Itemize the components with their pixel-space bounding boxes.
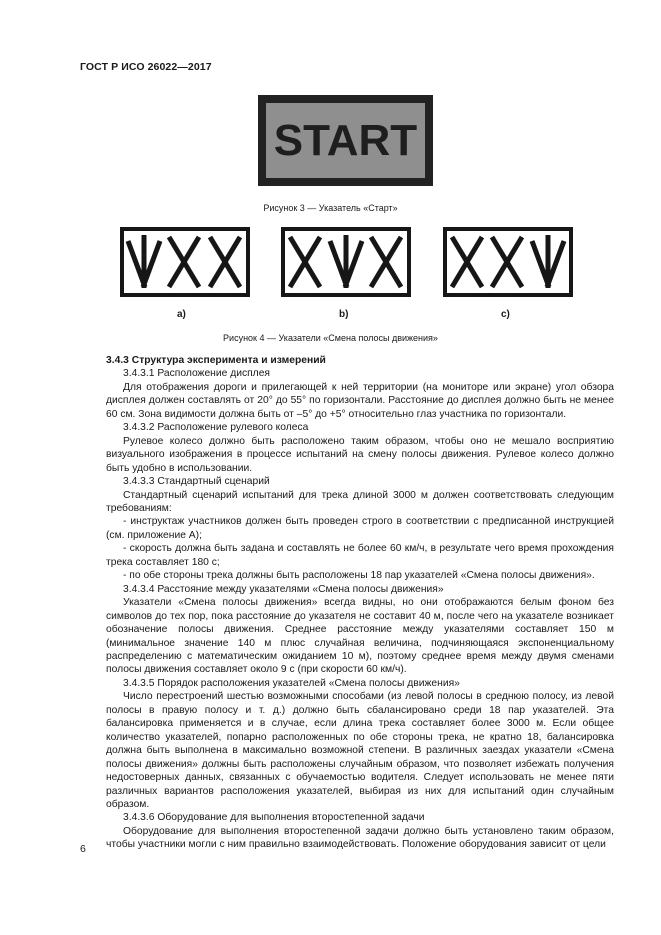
- list-item: - скорость должна быть задана и составлять не более 60 км/ч, в результате чего время прохождения трека составляет 180 с;: [106, 543, 614, 568]
- page-number: 6: [80, 843, 86, 855]
- arrow-down-icon: [330, 235, 362, 288]
- x-icon: [452, 237, 482, 287]
- lane-sign-c: [443, 227, 573, 297]
- lane-sign-b-symbols: [285, 231, 407, 293]
- paragraph: Указатели «Смена полосы движения» всегда видны, но они отображаются белым фоном без символов до тех пор, пока расстояние до указателя не составит 40 м, после чего на указателе возникает обозначение полосы движения. Среднее расстояние между указателями составляет 150 м (минимальное значение 140 м плюс случайная величина, подчиняющаяся экспоненциальному распределению с математическим ожиданием 10 м), поэтому среднее время между двумя сменами полосы движения составляет около 9 с (при скорости 60 км/ч).: [106, 597, 614, 676]
- lane-sign-c-face: [447, 231, 569, 293]
- arrow-down-icon: [532, 235, 564, 288]
- body-text: [106, 354, 614, 852]
- paragraph: Рулевое колесо должно быть расположено таким образом, чтобы оно не мешало восприятию визуального изображения в процессе испытаний на смену полосы движения. Рулевое колесо должно быть удобно в использовании.: [106, 435, 614, 474]
- lane-sign-b: [281, 227, 411, 297]
- x-icon: [290, 237, 320, 287]
- subsection-heading: 3.4.3.1 Расположение дисплея: [123, 368, 270, 380]
- list-item: - по обе стороны трека должны быть расположены 18 пар указателей «Смена полосы движения».: [123, 570, 595, 582]
- lane-sign-b-face: [285, 231, 407, 293]
- start-sign: [258, 95, 433, 186]
- figure4-caption: Рисунок 4 — Указатели «Смена полосы движения»: [223, 333, 438, 343]
- lane-sign-c-label: c): [501, 309, 510, 320]
- start-sign-text: START: [273, 115, 418, 165]
- lane-sign-c-symbols: [447, 231, 569, 293]
- x-icon: [210, 237, 240, 287]
- subsection-heading: 3.4.3.4 Расстояние между указателями «Смена полосы движения»: [123, 583, 444, 595]
- start-sign-face: [266, 103, 425, 178]
- lane-sign-a-symbols: [124, 231, 246, 293]
- paragraph: Число перестроений шестью возможными способами (из левой полосы в среднюю полосу, из левой полосы в правую полосу и т. д.) должно быть сбалансировано среди 18 пар указателей. Эта балансировка применяется и в случае, если длина трека составляет более 3000 м. Если общее количество указателей, попарно расположенных по обе стороны трека, не кратно 18, балансировка должна быть выполнена в максимально возможной степени. В различных заездах указатели «Смена полосы движения» должны быть расположены случайным образом, что позволяет избежать получения недостоверных данных, связанных с обучаемостью водителя. Следует использовать не менее пяти различных вариантов расположения указателей, выбирая из них для испытаний один случайным образом.: [106, 691, 614, 810]
- lane-sign-a: [120, 227, 250, 297]
- standard-header: ГОСТ Р ИСО 26022—2017: [80, 61, 212, 73]
- lane-sign-a-label: a): [177, 309, 186, 320]
- subsection-heading: 3.4.3.3 Стандартный сценарий: [123, 476, 270, 488]
- subsection-heading: 3.4.3.6 Оборудование для выполнения второстепенной задачи: [123, 812, 425, 824]
- lane-sign-b-label: b): [339, 309, 349, 320]
- x-icon: [169, 237, 199, 287]
- paragraph: Оборудование для выполнения второстепенной задачи должно быть установлено таким образом, чтобы участники могли с ним правильно взаимодействовать. Положение оборудования зависит от цели: [106, 825, 614, 851]
- section-heading: 3.4.3 Структура эксперимента и измерений: [106, 355, 326, 366]
- lane-sign-a-face: [124, 231, 246, 293]
- paragraph: Для отображения дороги и прилегающей к ней территории (на мониторе или экране) угол обзора дисплея должен составлять от 20° до 55° по горизонтали. Расстояние до дисплея должно быть не менее 60 см. Зона видимости должна быть от –5° до +5° относительно глаз участника по горизонтали.: [106, 381, 614, 420]
- list-item: - инструктаж участников должен быть проведен строго в соответствии с предписанной инструкцией (см. приложение А);: [106, 516, 614, 541]
- arrow-down-icon: [128, 235, 160, 288]
- x-icon: [492, 237, 522, 287]
- x-icon: [371, 237, 401, 287]
- subsection-heading: 3.4.3.2 Расположение рулевого колеса: [123, 422, 309, 434]
- subsection-heading: 3.4.3.5 Порядок расположения указателей «Смена полосы движения»: [123, 677, 460, 689]
- paragraph: Стандартный сценарий испытаний для трека длиной 3000 м должен соответствовать следующим требованиям:: [106, 489, 614, 514]
- figure3-caption: Рисунок 3 — Указатель «Старт»: [263, 203, 398, 213]
